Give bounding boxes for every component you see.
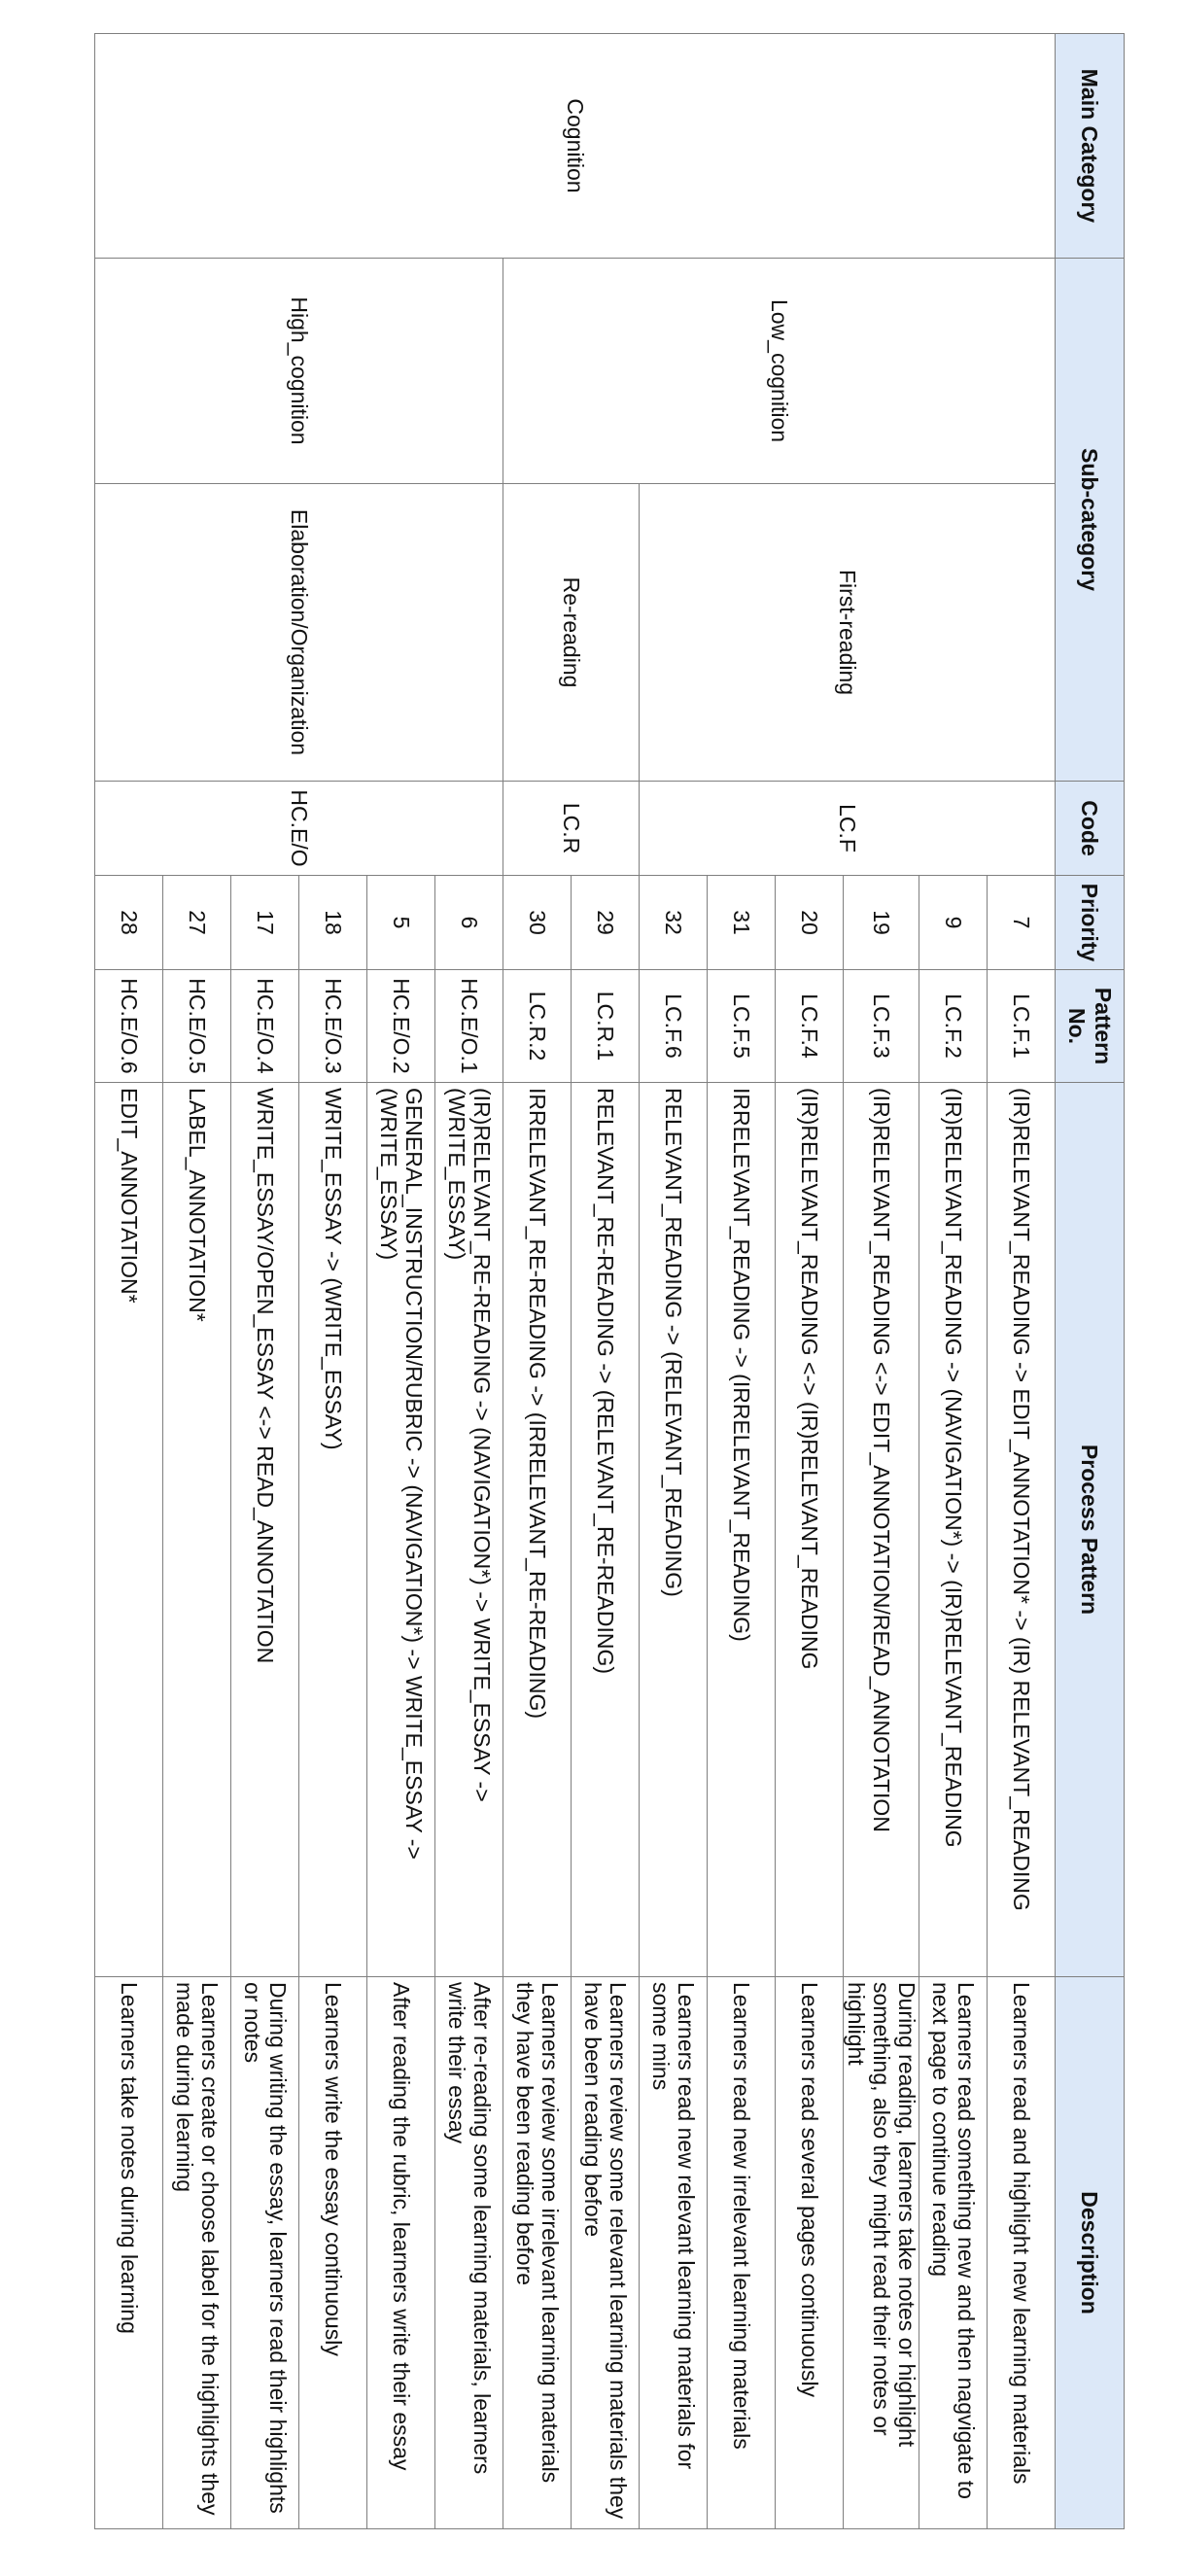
description-cell: After reading the rubric, learners write their essay [366,1977,434,2529]
description-cell: During reading, learners take notes or highlight something, also they might read their notes or highlight [843,1977,919,2529]
priority-cell: 19 [843,876,919,970]
sub-category-cell-high: High_cognition [94,259,503,484]
process-pattern-cell: EDIT_ANNOTATION* [94,1083,162,1977]
group-name-first-reading: First-reading [639,484,1055,782]
pattern-no-cell: LC.R.2 [503,970,571,1083]
header-priority: Priority [1056,876,1125,970]
pattern-no-cell: HC.E/O.6 [94,970,162,1083]
pattern-no-cell: LC.F.1 [988,970,1056,1083]
code-cell-hc-eo: HC.E/O [94,782,503,876]
description-cell: Learners create or choose label for the highlights they made during learning [162,1977,230,2529]
process-pattern-cell: (IR)RELEVANT_READING -> (NAVIGATION*) -> (IR)RELEVANT_READING [919,1083,988,1977]
priority-cell: 31 [707,876,775,970]
process-pattern-cell: LABEL_ANNOTATION* [162,1083,230,1977]
header-process-pattern: Process Pattern [1056,1083,1125,1977]
process-pattern-cell: (IR)RELEVANT_RE-READING -> (NAVIGATION*) -> WRITE_ESSAY -> (WRITE_ESSAY) [434,1083,503,1977]
priority-cell: 29 [571,876,639,970]
description-cell: Learners read new relevant learning materials for some mins [639,1977,707,2529]
priority-cell: 9 [919,876,988,970]
process-pattern-cell: GENERAL_INSTRUCTION/RUBRIC -> (NAVIGATION*) -> WRITE_ESSAY -> (WRITE_ESSAY) [366,1083,434,1977]
description-cell: Learners read something new and then nagvigate to next page to continue reading [919,1977,988,2529]
header-sub-category: Sub-category [1056,259,1125,782]
sub-category-cell-low: Low_cognition [503,259,1055,484]
priority-cell: 18 [298,876,366,970]
pattern-no-cell: LC.F.2 [919,970,988,1083]
process-pattern-cell: WRITE_ESSAY -> (WRITE_ESSAY) [298,1083,366,1977]
pattern-no-cell: HC.E/O.2 [366,970,434,1083]
description-cell: Learners read and highlight new learning materials [988,1977,1056,2529]
process-pattern-cell: IRRELEVANT_RE-READING -> (IRRELEVANT_RE-READING) [503,1083,571,1977]
description-cell: Learners take notes during learning [94,1977,162,2529]
priority-cell: 7 [988,876,1056,970]
header-pattern-no: Pattern No. [1056,970,1125,1083]
pattern-no-cell: LC.F.3 [843,970,919,1083]
pattern-no-cell: HC.E/O.5 [162,970,230,1083]
description-cell: Learners review some relevant learning materials they have been reading before [571,1977,639,2529]
header-main-category: Main Category [1056,34,1125,259]
pattern-no-cell: LC.F.6 [639,970,707,1083]
priority-cell: 32 [639,876,707,970]
description-cell: After re-reading some learning materials, learners write their essay [434,1977,503,2529]
header-description: Description [1056,1977,1125,2529]
code-cell-lc-f: LC.F [639,782,1055,876]
priority-cell: 17 [230,876,298,970]
priority-cell: 27 [162,876,230,970]
description-cell: Learners write the essay continuously [298,1977,366,2529]
description-cell: Learners read new irrelevant learning materials [707,1977,775,2529]
pattern-no-cell: HC.E/O.3 [298,970,366,1083]
process-pattern-cell: (IR)RELEVANT_READING <-> EDIT_ANNOTATION/READ_ANNOTATION [843,1083,919,1977]
pattern-no-cell: LC.R.1 [571,970,639,1083]
priority-cell: 5 [366,876,434,970]
process-pattern-table [94,33,1125,2529]
process-pattern-cell: RELEVANT_READING -> (RELEVANT_READING) [639,1083,707,1977]
pattern-no-cell: HC.E/O.1 [434,970,503,1083]
priority-cell: 6 [434,876,503,970]
code-cell-lc-r: LC.R [503,782,639,876]
pattern-no-cell: HC.E/O.4 [230,970,298,1083]
description-cell: Learners review some irrelevant learning materials they have been reading before [503,1977,571,2529]
priority-cell: 30 [503,876,571,970]
header-row [1056,34,1125,2529]
group-name-re-reading: Re-reading [503,484,639,782]
description-cell: During writing the essay, learners read their highlights or notes [230,1977,298,2529]
process-pattern-cell: WRITE_ESSAY/OPEN_ESSAY <-> READ_ANNOTATION [230,1083,298,1977]
header-code: Code [1056,782,1125,876]
pattern-no-cell: LC.F.5 [707,970,775,1083]
process-pattern-cell: (IR)RELEVANT_READING -> EDIT_ANNOTATION* -> (IR) RELEVANT_READING [988,1083,1056,1977]
priority-cell: 20 [775,876,843,970]
main-category-cell: Cognition [94,34,1055,259]
process-pattern-cell: (IR)RELEVANT_READING <-> (IR)RELEVANT_READING [775,1083,843,1977]
description-cell: Learners read several pages continuously [775,1977,843,2529]
table-row [988,34,1056,2529]
process-pattern-cell: RELEVANT_RE-READING -> (RELEVANT_RE-READING) [571,1083,639,1977]
process-pattern-cell: IRRELEVANT_READING -> (IRRELEVANT_READING) [707,1083,775,1977]
group-name-elaboration: Elaboration/Organization [94,484,503,782]
table-row [434,34,503,2529]
pattern-no-cell: LC.F.4 [775,970,843,1083]
priority-cell: 28 [94,876,162,970]
